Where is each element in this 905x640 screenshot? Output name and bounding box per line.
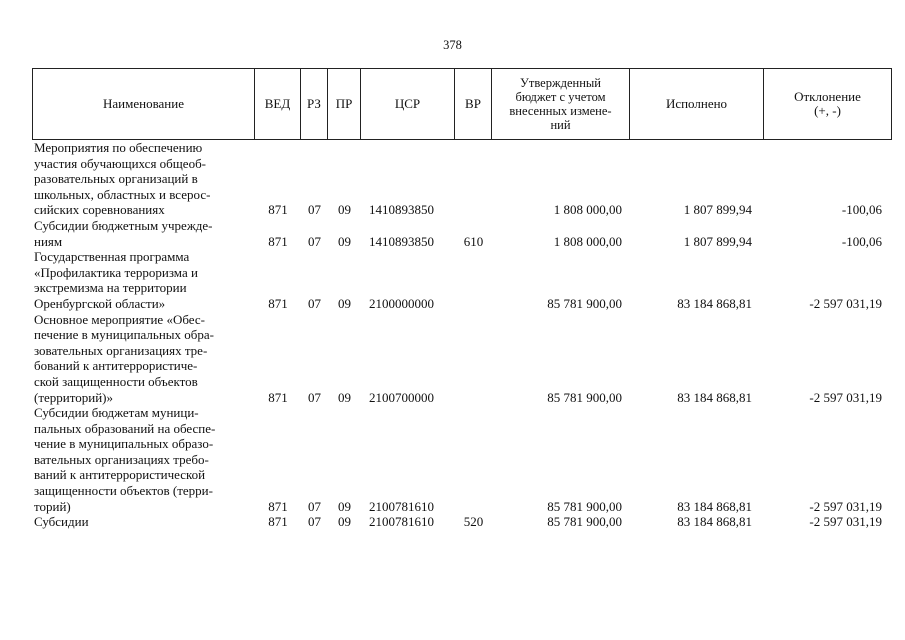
row-rz: 07 — [308, 233, 321, 249]
row-budget: 1 808 000,00 — [553, 233, 622, 249]
row-budget: 85 781 900,00 — [547, 295, 622, 311]
row-name-line: вательных организациях требо- — [34, 451, 209, 467]
row-vr: 520 — [463, 514, 484, 530]
header-name: Наименование — [32, 69, 255, 139]
row-ved: 871 — [268, 498, 288, 514]
table-row — [32, 312, 892, 406]
row-name-line: ской защищенности объектов — [34, 373, 198, 389]
row-done: 83 184 868,81 — [677, 498, 752, 514]
row-rz: 07 — [308, 514, 321, 530]
table-row — [32, 514, 892, 530]
row-name-line: защищенности объектов (терри- — [34, 483, 213, 499]
row-vr: 610 — [463, 233, 484, 249]
header-deviation — [764, 69, 892, 139]
row-name-line: (территорий)» — [34, 389, 113, 405]
row-deviation: -2 597 031,19 — [809, 389, 882, 405]
row-name-line: участия обучающихся общеоб- — [34, 155, 207, 171]
row-name — [32, 405, 255, 514]
row-deviation: -100,06 — [841, 233, 882, 249]
table-row — [32, 218, 892, 249]
row-rz: 07 — [308, 295, 321, 311]
header-rz: РЗ — [301, 69, 328, 139]
header-budget-line: внесенных измене- — [509, 104, 612, 118]
row-budget: 85 781 900,00 — [547, 389, 622, 405]
table-row — [32, 249, 892, 311]
row-pr: 09 — [338, 202, 351, 218]
header-ved: ВЕД — [255, 69, 301, 139]
table-body — [32, 140, 892, 530]
row-name-line: Государственная программа — [34, 249, 190, 265]
row-name-line: бований к антитеррористиче- — [34, 358, 198, 374]
row-rz: 07 — [308, 389, 321, 405]
header-csr: ЦСР — [361, 69, 455, 139]
row-name-line: Основное мероприятие «Обес- — [34, 311, 205, 327]
row-name-line: ниям — [34, 233, 63, 249]
row-pr: 09 — [338, 514, 351, 530]
row-name-line: Субсидии бюджетам муници- — [34, 405, 199, 421]
row-done: 1 807 899,94 — [683, 202, 752, 218]
row-deviation: -100,06 — [841, 202, 882, 218]
row-name — [32, 218, 255, 249]
row-rz: 07 — [308, 498, 321, 514]
row-budget: 85 781 900,00 — [547, 498, 622, 514]
table-header — [32, 68, 892, 140]
header-budget-line: ний — [550, 118, 571, 132]
row-done: 1 807 899,94 — [683, 233, 752, 249]
table-row — [32, 405, 892, 514]
row-name — [32, 514, 255, 530]
row-name-line: ваний к антитеррористической — [34, 467, 206, 483]
page-number: 378 — [443, 38, 462, 52]
row-name-line: школьных, областных и всерос- — [34, 186, 211, 202]
row-ved: 871 — [268, 295, 288, 311]
header-pr: ПР — [328, 69, 361, 139]
row-name — [32, 312, 255, 406]
header-vr: ВР — [455, 69, 492, 139]
row-name-line: пальных образований на обеспе- — [34, 420, 216, 436]
row-name-line: экстремизма на территории — [34, 280, 187, 296]
row-csr: 1410893850 — [369, 233, 434, 249]
row-name-line: Оренбургской области» — [34, 295, 166, 311]
row-name — [32, 140, 255, 218]
row-budget: 1 808 000,00 — [553, 202, 622, 218]
row-rz: 07 — [308, 202, 321, 218]
row-done: 83 184 868,81 — [677, 295, 752, 311]
row-csr: 2100781610 — [369, 514, 434, 530]
row-ved: 871 — [268, 233, 288, 249]
row-csr: 2100700000 — [369, 389, 434, 405]
row-name-line: печение в муниципальных обра- — [34, 327, 215, 343]
header-deviation-line: (+, -) — [814, 103, 841, 118]
row-name-line: Субсидии — [34, 514, 89, 530]
row-ved: 871 — [268, 389, 288, 405]
row-done: 83 184 868,81 — [677, 514, 752, 530]
row-ved: 871 — [268, 202, 288, 218]
row-name-line: торий) — [34, 498, 71, 514]
header-budget-line: бюджет с учетом — [515, 90, 606, 104]
row-csr: 1410893850 — [369, 202, 434, 218]
row-pr: 09 — [338, 295, 351, 311]
row-name — [32, 249, 255, 311]
row-name-line: разовательных организаций в — [34, 171, 198, 187]
row-deviation: -2 597 031,19 — [809, 514, 882, 530]
row-name-line: Субсидии бюджетным учрежде- — [34, 217, 213, 233]
row-deviation: -2 597 031,19 — [809, 498, 882, 514]
header-done: Исполнено — [630, 69, 764, 139]
row-name-line: чение в муниципальных образо- — [34, 436, 214, 452]
header-budget-line: Утвержденный — [520, 76, 601, 90]
row-name-line: Мероприятия по обеспечению — [34, 140, 203, 155]
header-budget — [492, 69, 630, 139]
table-row — [32, 140, 892, 218]
row-csr: 2100781610 — [369, 498, 434, 514]
row-pr: 09 — [338, 389, 351, 405]
row-name-line: «Профилактика терроризма и — [34, 264, 198, 280]
header-deviation-line: Отклонение — [794, 89, 861, 104]
row-done: 83 184 868,81 — [677, 389, 752, 405]
row-budget: 85 781 900,00 — [547, 514, 622, 530]
row-name-line: сийских соревнованиях — [34, 202, 165, 218]
row-csr: 2100000000 — [369, 295, 434, 311]
row-pr: 09 — [338, 498, 351, 514]
row-ved: 871 — [268, 514, 288, 530]
row-pr: 09 — [338, 233, 351, 249]
row-name-line: зовательных организациях тре- — [34, 342, 208, 358]
row-deviation: -2 597 031,19 — [809, 295, 882, 311]
